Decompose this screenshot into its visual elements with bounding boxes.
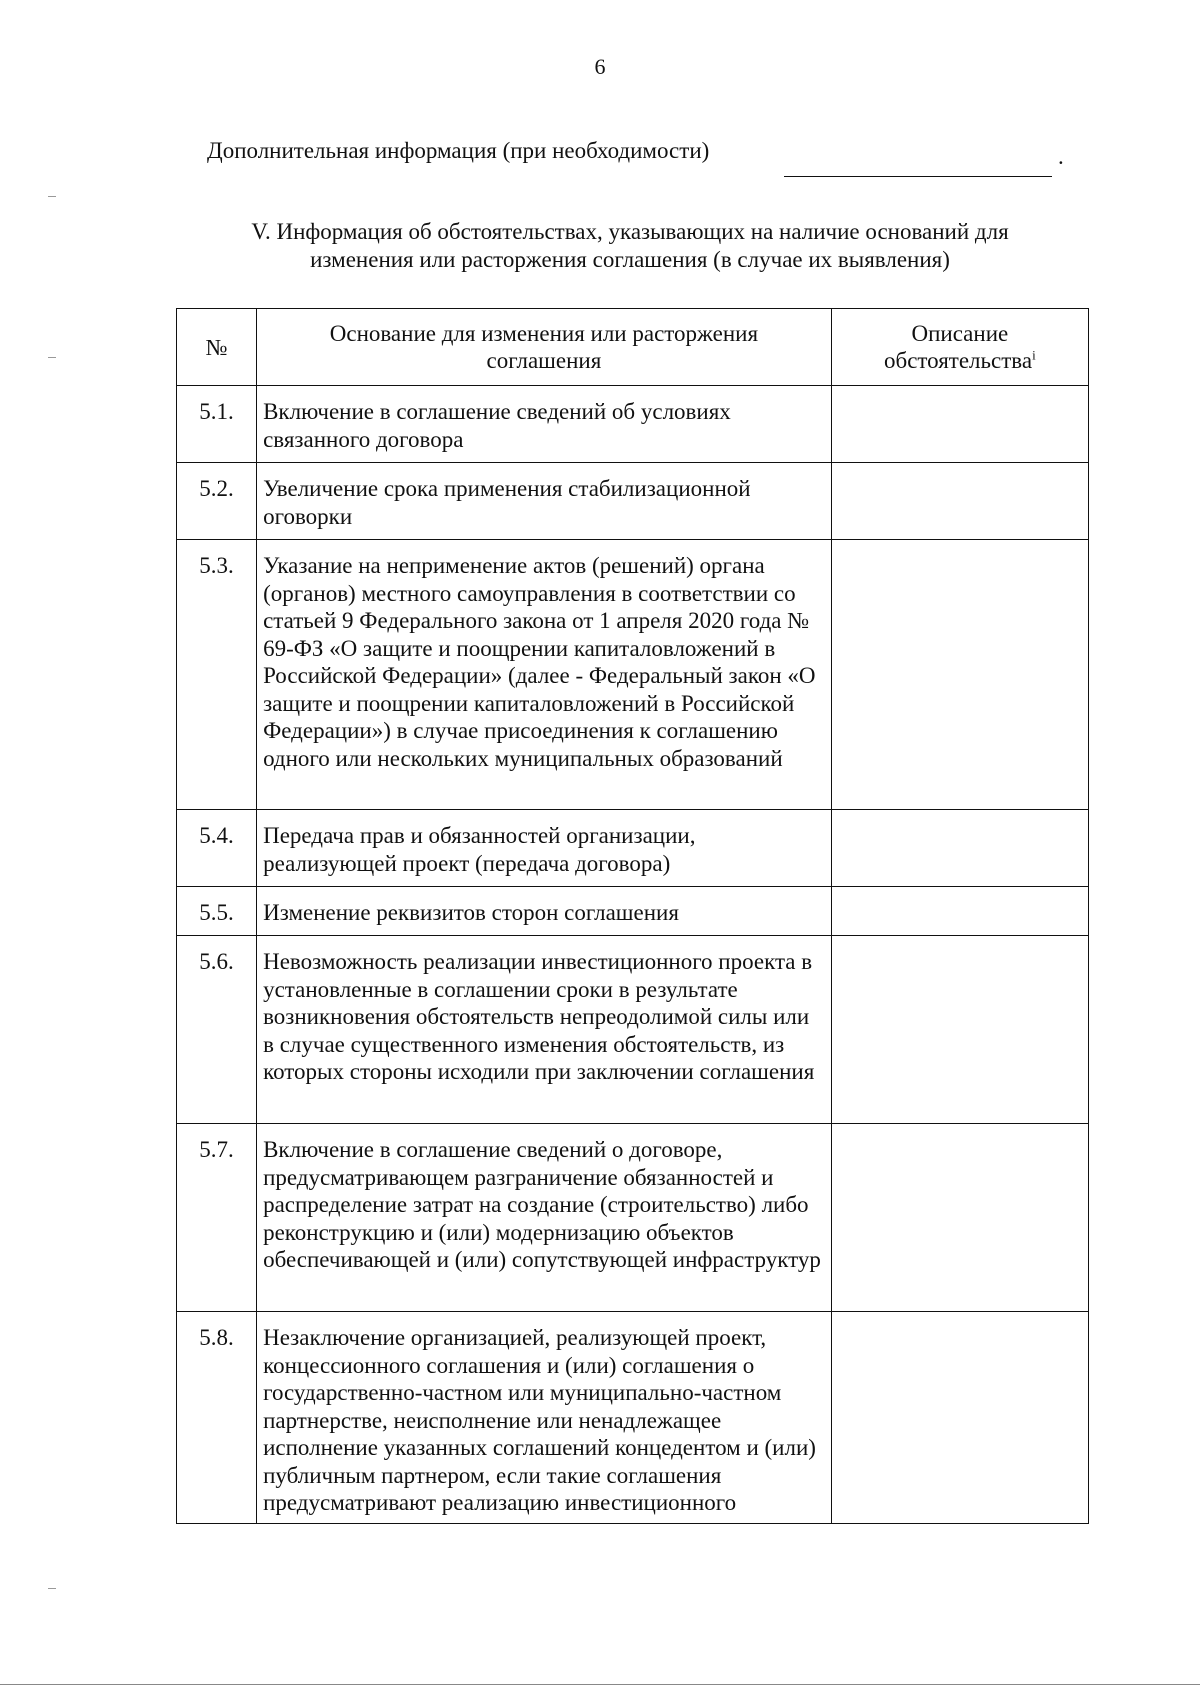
row-description <box>831 1124 1088 1312</box>
section-heading-line1: V. Информация об обстоятельствах, указывающих на наличие оснований для <box>251 219 1009 244</box>
header-basis-line2: соглашения <box>486 348 602 373</box>
scan-mark <box>48 196 56 197</box>
row-description <box>831 540 1088 810</box>
footnote-marker: i <box>1032 347 1036 363</box>
row-number: 5.8. <box>177 1312 257 1524</box>
table-row <box>177 463 1089 540</box>
table-row <box>177 936 1089 1124</box>
row-basis: Незаключение организацией, реализующей проект, концессионного соглашения и (или) соглашения о государственно-частном или муниципально-частном партнерстве, неисполнение или ненадлежащее исполнение указанных соглашений концедентом и (или) публичным партнером, если такие соглашения предусматривают реализацию инвестиционного <box>257 1312 832 1524</box>
section-heading <box>190 218 1070 274</box>
row-basis: Передача прав и обязанностей организации, реализующей проект (передача договора) <box>257 810 832 887</box>
row-basis: Увеличение срока применения стабилизационной оговорки <box>257 463 832 540</box>
scan-mark <box>48 357 56 358</box>
row-number: 5.4. <box>177 810 257 887</box>
row-number: 5.6. <box>177 936 257 1124</box>
row-number: 5.5. <box>177 887 257 936</box>
row-number: 5.2. <box>177 463 257 540</box>
row-number: 5.1. <box>177 386 257 463</box>
header-basis <box>257 309 832 386</box>
header-description-line2 <box>832 347 1088 374</box>
header-description <box>831 309 1088 386</box>
additional-info-label: Дополнительная информация (при необходимости) <box>207 138 710 163</box>
table-row <box>177 810 1089 887</box>
section-heading-line2: изменения или расторжения соглашения (в случае их выявления) <box>310 247 950 272</box>
table-header-row <box>177 309 1089 386</box>
page-number: 6 <box>594 54 606 79</box>
additional-info-period: . <box>1058 144 1064 169</box>
row-description <box>831 810 1088 887</box>
grounds-table <box>176 308 1089 1524</box>
scan-mark <box>48 1588 56 1589</box>
table-row <box>177 1124 1089 1312</box>
header-description-line1: Описание <box>911 321 1009 346</box>
table-row <box>177 887 1089 936</box>
additional-info-blank-line <box>784 176 1052 177</box>
header-description-text: обстоятельства <box>884 348 1033 373</box>
row-description <box>831 936 1088 1124</box>
row-number: 5.7. <box>177 1124 257 1312</box>
row-basis: Изменение реквизитов сторон соглашения <box>257 887 832 936</box>
header-number: № <box>177 309 257 386</box>
row-basis: Указание на неприменение актов (решений) органа (органов) местного самоуправления в соответствии со статьей 9 Федерального закона от 1 апреля 2020 года № 69-ФЗ «О защите и поощрении капиталовложений в Российской Федерации» (далее - Федеральный закон «О защите и поощрении капиталовложений в Российской Федерации») в случае присоединения к соглашению одного или нескольких муниципальных образований <box>257 540 832 810</box>
row-description <box>831 386 1088 463</box>
row-description <box>831 463 1088 540</box>
row-description <box>831 1312 1088 1524</box>
row-basis: Включение в соглашение сведений об условиях связанного договора <box>257 386 832 463</box>
row-description <box>831 887 1088 936</box>
row-number: 5.3. <box>177 540 257 810</box>
scan-edge-line <box>0 1684 1200 1685</box>
table-row <box>177 540 1089 810</box>
table-row <box>177 1312 1089 1524</box>
table-row <box>177 386 1089 463</box>
row-basis: Включение в соглашение сведений о договоре, предусматривающем разграничение обязанностей и распределение затрат на создание (строительство) либо реконструкцию и (или) модернизацию объектов обеспечивающей и (или) сопутствующей инфраструктур <box>257 1124 832 1312</box>
header-basis-line1: Основание для изменения или расторжения <box>329 321 759 346</box>
row-basis: Невозможность реализации инвестиционного проекта в установленные в соглашении сроки в результате возникновения обстоятельств непреодолимой силы или в случае существенного изменения обстоятельств, из которых стороны исходили при заключении соглашения <box>257 936 832 1124</box>
